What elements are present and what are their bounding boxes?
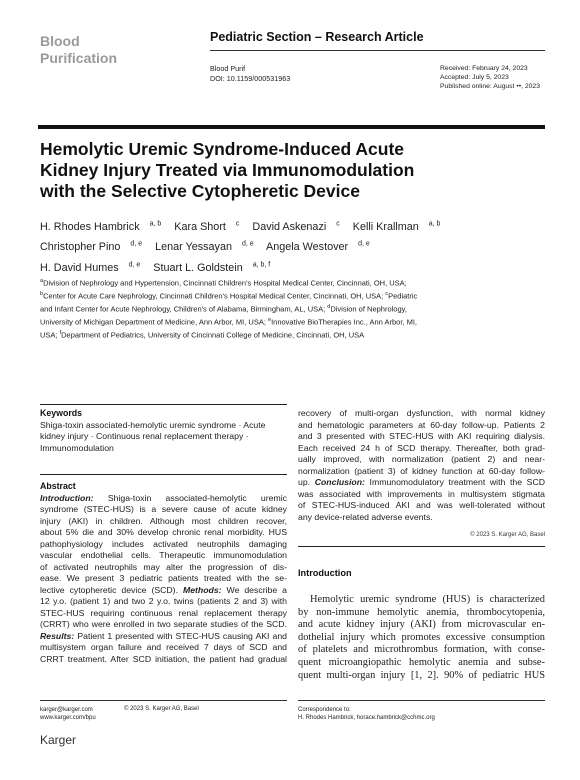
author: H. David Humes $^{d, e}$ — [40, 261, 141, 274]
intro-line: quent microangiopathic hemolytic anemia and subse- — [298, 656, 545, 668]
abstract-end-rule — [298, 546, 545, 547]
abstract-copyright: © 2023 S. Karger AG, Basel — [470, 532, 545, 538]
author: Christopher Pino $^{d, e}$ — [40, 240, 143, 254]
affiliation-line: and Infant Center for Acute Nephrology, Children's of Alabama, Birmingham, AL, USA; $^d$Division of Nephrology, — [40, 304, 407, 314]
footer-correspondence — [298, 706, 435, 722]
abstract-rule — [40, 474, 287, 475]
intro-line: quent multi-organ injury [1, 2]. 90% of pediatric HUS — [298, 669, 545, 681]
abstract-section — [40, 481, 287, 665]
doi: DOI: 10.1159/000531963 — [210, 74, 291, 83]
publisher-logo: Karger — [40, 733, 77, 747]
abstract-line: Introduction: Shiga-toxin associated-hemolytic uremic — [40, 492, 287, 503]
article-dates — [440, 64, 540, 91]
abstract-line: was associated with improvements in multisystem stigmata — [298, 488, 545, 499]
abstract-line: multisystem organ failure and received 7 days of SCD and — [40, 642, 287, 652]
abstract-line: and hematologic parameters at 60-day follow-up. Patients 2 — [298, 419, 545, 430]
title-line: with the Selective Cytopheretic Device — [40, 181, 360, 201]
footer-contact — [40, 706, 96, 722]
author-row — [40, 236, 460, 257]
abstract-line: pathophysiology includes activated neutrophils damaging — [40, 538, 287, 549]
abstract-line: recovery of multi-organ dysfunction, with normal kidney — [298, 408, 545, 418]
title-rule — [38, 125, 545, 129]
author-row — [40, 256, 460, 277]
journal-name-line2: Purification — [40, 50, 118, 66]
correspondence-label: Correspondence to: — [298, 707, 351, 713]
title-line: Hemolytic Uremic Syndrome-Induced Acute — [40, 139, 405, 159]
affiliation-line: $^b$Center for Acute Care Nephrology, Cincinnati Children's Hospital Medical Center, Cincinnati, OH, USA; $^c$Pediatric — [40, 291, 418, 301]
header-rule — [210, 50, 545, 51]
abstract-line: ually improved, with normalization (patient 2) and near- — [298, 454, 545, 464]
author: H. Rhodes Hambrick $^{a, b}$ — [40, 220, 162, 233]
affiliations — [40, 276, 500, 341]
affiliation-line: University of Michigan Department of Medicine, Ann Arbor, MI, USA; $^e$Innovative BioTherapies Inc., Ann Arbor, MI, — [40, 317, 417, 327]
footer-copyright: © 2023 S. Karger AG, Basel — [124, 706, 199, 712]
abstract-line: ease. We present 3 pediatric patients treated with the se- — [40, 573, 287, 583]
footer-rule-right — [298, 700, 545, 701]
abstract-line: any device-related adverse events. — [298, 511, 433, 522]
journal-name-line1: Blood — [40, 33, 80, 49]
abstract-line: (CRRT) who were enrolled in two separate studies of the SCD. — [40, 619, 287, 629]
introduction-text — [298, 594, 545, 682]
footer-website[interactable]: www.karger.com/bpu — [40, 715, 96, 721]
keywords-heading: Keywords — [40, 408, 83, 418]
abstract-line: CRRT treatment. After SCD initiation, the patient had gradual — [40, 653, 287, 664]
published-date: Published online: August ••, 2023 — [440, 83, 540, 90]
abstract-line: Results: Patient 1 presented with STEC-HUS causing AKI and — [40, 630, 287, 641]
accepted-date: Accepted: July 5, 2023 — [440, 74, 509, 81]
abstract-line: lective cytopheretic device (SCD). Methods: We describe a — [40, 584, 287, 595]
affiliation-line: $^a$Division of Nephrology and Hypertension, Cincinnati Children's Hospital Medical Center, Cincinnati, OH, USA; — [40, 278, 407, 288]
abstract-line: syndrome (STEC-HUS) is a severe cause of acute kidney — [40, 504, 287, 514]
author: Kelli Krallman $^{a, b}$ — [352, 220, 441, 233]
author: Lenar Yessayan $^{d, e}$ — [155, 240, 254, 254]
abstract-line: of activated neutrophils may alter the progression of dis- — [40, 561, 287, 572]
intro-line: dothelial injury which promotes excessive consumption — [298, 631, 545, 643]
abstract-line: of STEC-HUS-induced AKI and was well-tolerated without — [298, 500, 545, 510]
article-meta-left — [210, 64, 290, 84]
section-title: Pediatric Section – Research Article — [210, 30, 424, 44]
intro-line: Hemolytic uremic syndrome (HUS) is characterized — [310, 594, 545, 605]
abstract-line: STEC-HUS requiring continuous renal replacement therapy — [40, 607, 287, 618]
abstract-line: about 5% die and 30% develop chronic renal morbidity. HUS — [40, 527, 287, 537]
abstract-heading: Abstract — [40, 481, 76, 491]
affiliation-line: USA; $^f$Department of Pediatrics, University of Cincinnati College of Medicine, Cincinnati, OH, USA — [40, 330, 365, 340]
author-list — [40, 215, 460, 277]
author: David Askenazi $^c$ — [252, 220, 340, 233]
author: Stuart L. Goldstein $^{a, b, f}$ — [153, 261, 271, 274]
keywords-section — [40, 408, 287, 454]
keywords-rule — [40, 404, 287, 405]
intro-line: by non-immune hemolytic anemia, thrombocytopenia, — [298, 606, 545, 618]
keywords-line: Immunomodulation — [40, 442, 114, 453]
keywords-line: Shiga-toxin associated-hemolytic uremic syndrome · Acute — [40, 419, 266, 430]
abstract-line: up. Conclusion: Immunomodulatory treatment with the SCD — [298, 477, 545, 487]
abstract-line: 12 y.o. (patient 1) and two 2 y.o. twins (patients 2 and 3) with — [40, 596, 287, 606]
abstract-line: Each received 24 h of SCD therapy. Thereafter, both grad- — [298, 442, 545, 453]
journal-abbrev: Blood Purif — [210, 64, 246, 73]
footer-rule-left — [40, 700, 287, 701]
author: Angela Westover $^{d, e}$ — [266, 240, 370, 254]
abstract-line: and 3 presented with STEC-HUS with AKI requiring dialysis. — [298, 431, 545, 441]
abstract-line: vascular endothelial cells. Therapeutic immunomodulation — [40, 550, 287, 560]
introduction-heading: Introduction — [298, 568, 352, 578]
abstract-continued — [298, 408, 545, 523]
journal-name — [40, 33, 117, 67]
intro-line: and acute kidney injury (AKI) from microvascular en- — [298, 619, 545, 631]
correspondence-text: H. Rhodes Hambrick, horace.hambrick@cchmc.org — [298, 715, 435, 721]
received-date: Received: February 24, 2023 — [440, 65, 528, 72]
author-row — [40, 215, 460, 236]
intro-line: of platelets and microthrombus formation, with conse- — [298, 644, 545, 656]
abstract-line: injury (AKI) in children. Although most children recover, — [40, 515, 287, 526]
keywords-line: kidney injury · Continuous renal replacement therapy · — [40, 431, 249, 441]
title-line: Kidney Injury Treated via Immunomodulation — [40, 160, 415, 180]
abstract-line: normalization (patient 3) of kidney function at 60-day follow- — [298, 465, 545, 476]
footer-email[interactable]: karger@karger.com — [40, 707, 93, 713]
article-title — [40, 139, 460, 202]
author: Kara Short $^c$ — [174, 220, 240, 233]
